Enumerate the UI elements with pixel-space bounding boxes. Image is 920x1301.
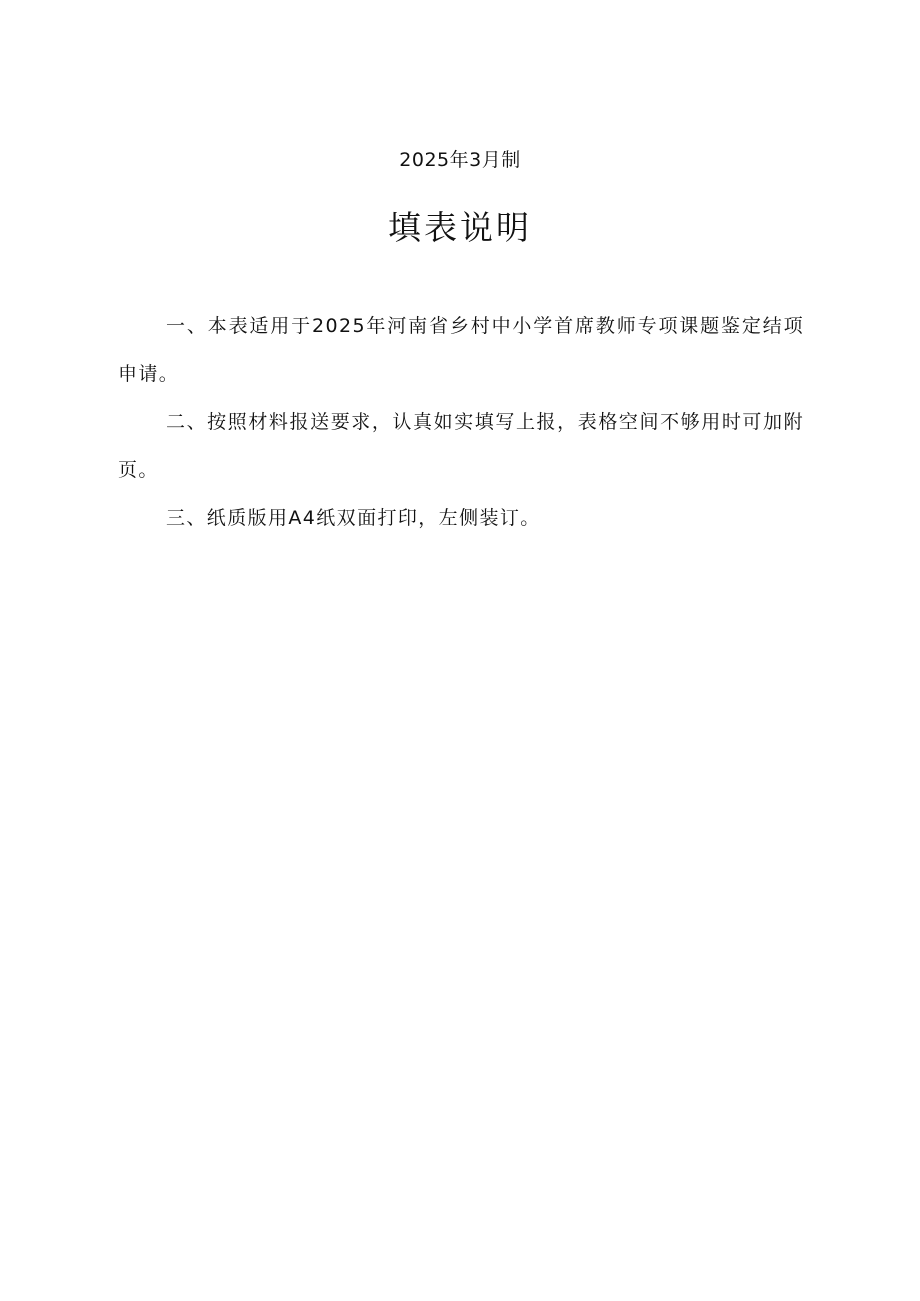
- document-date: 2025年3月制: [399, 149, 521, 171]
- instruction-item-1: 一、本表适用于2025年河南省乡村中小学首席教师专项课题鉴定结项申请。: [118, 315, 804, 385]
- instruction-item-3: 三、纸质版用A4纸双面打印，左侧装订。: [166, 507, 541, 529]
- page-title: 填表说明: [388, 208, 532, 247]
- instruction-item-2: 二、按照材料报送要求，认真如实填写上报，表格空间不够用时可加附页。: [118, 411, 804, 481]
- instructions-list: [118, 302, 804, 542]
